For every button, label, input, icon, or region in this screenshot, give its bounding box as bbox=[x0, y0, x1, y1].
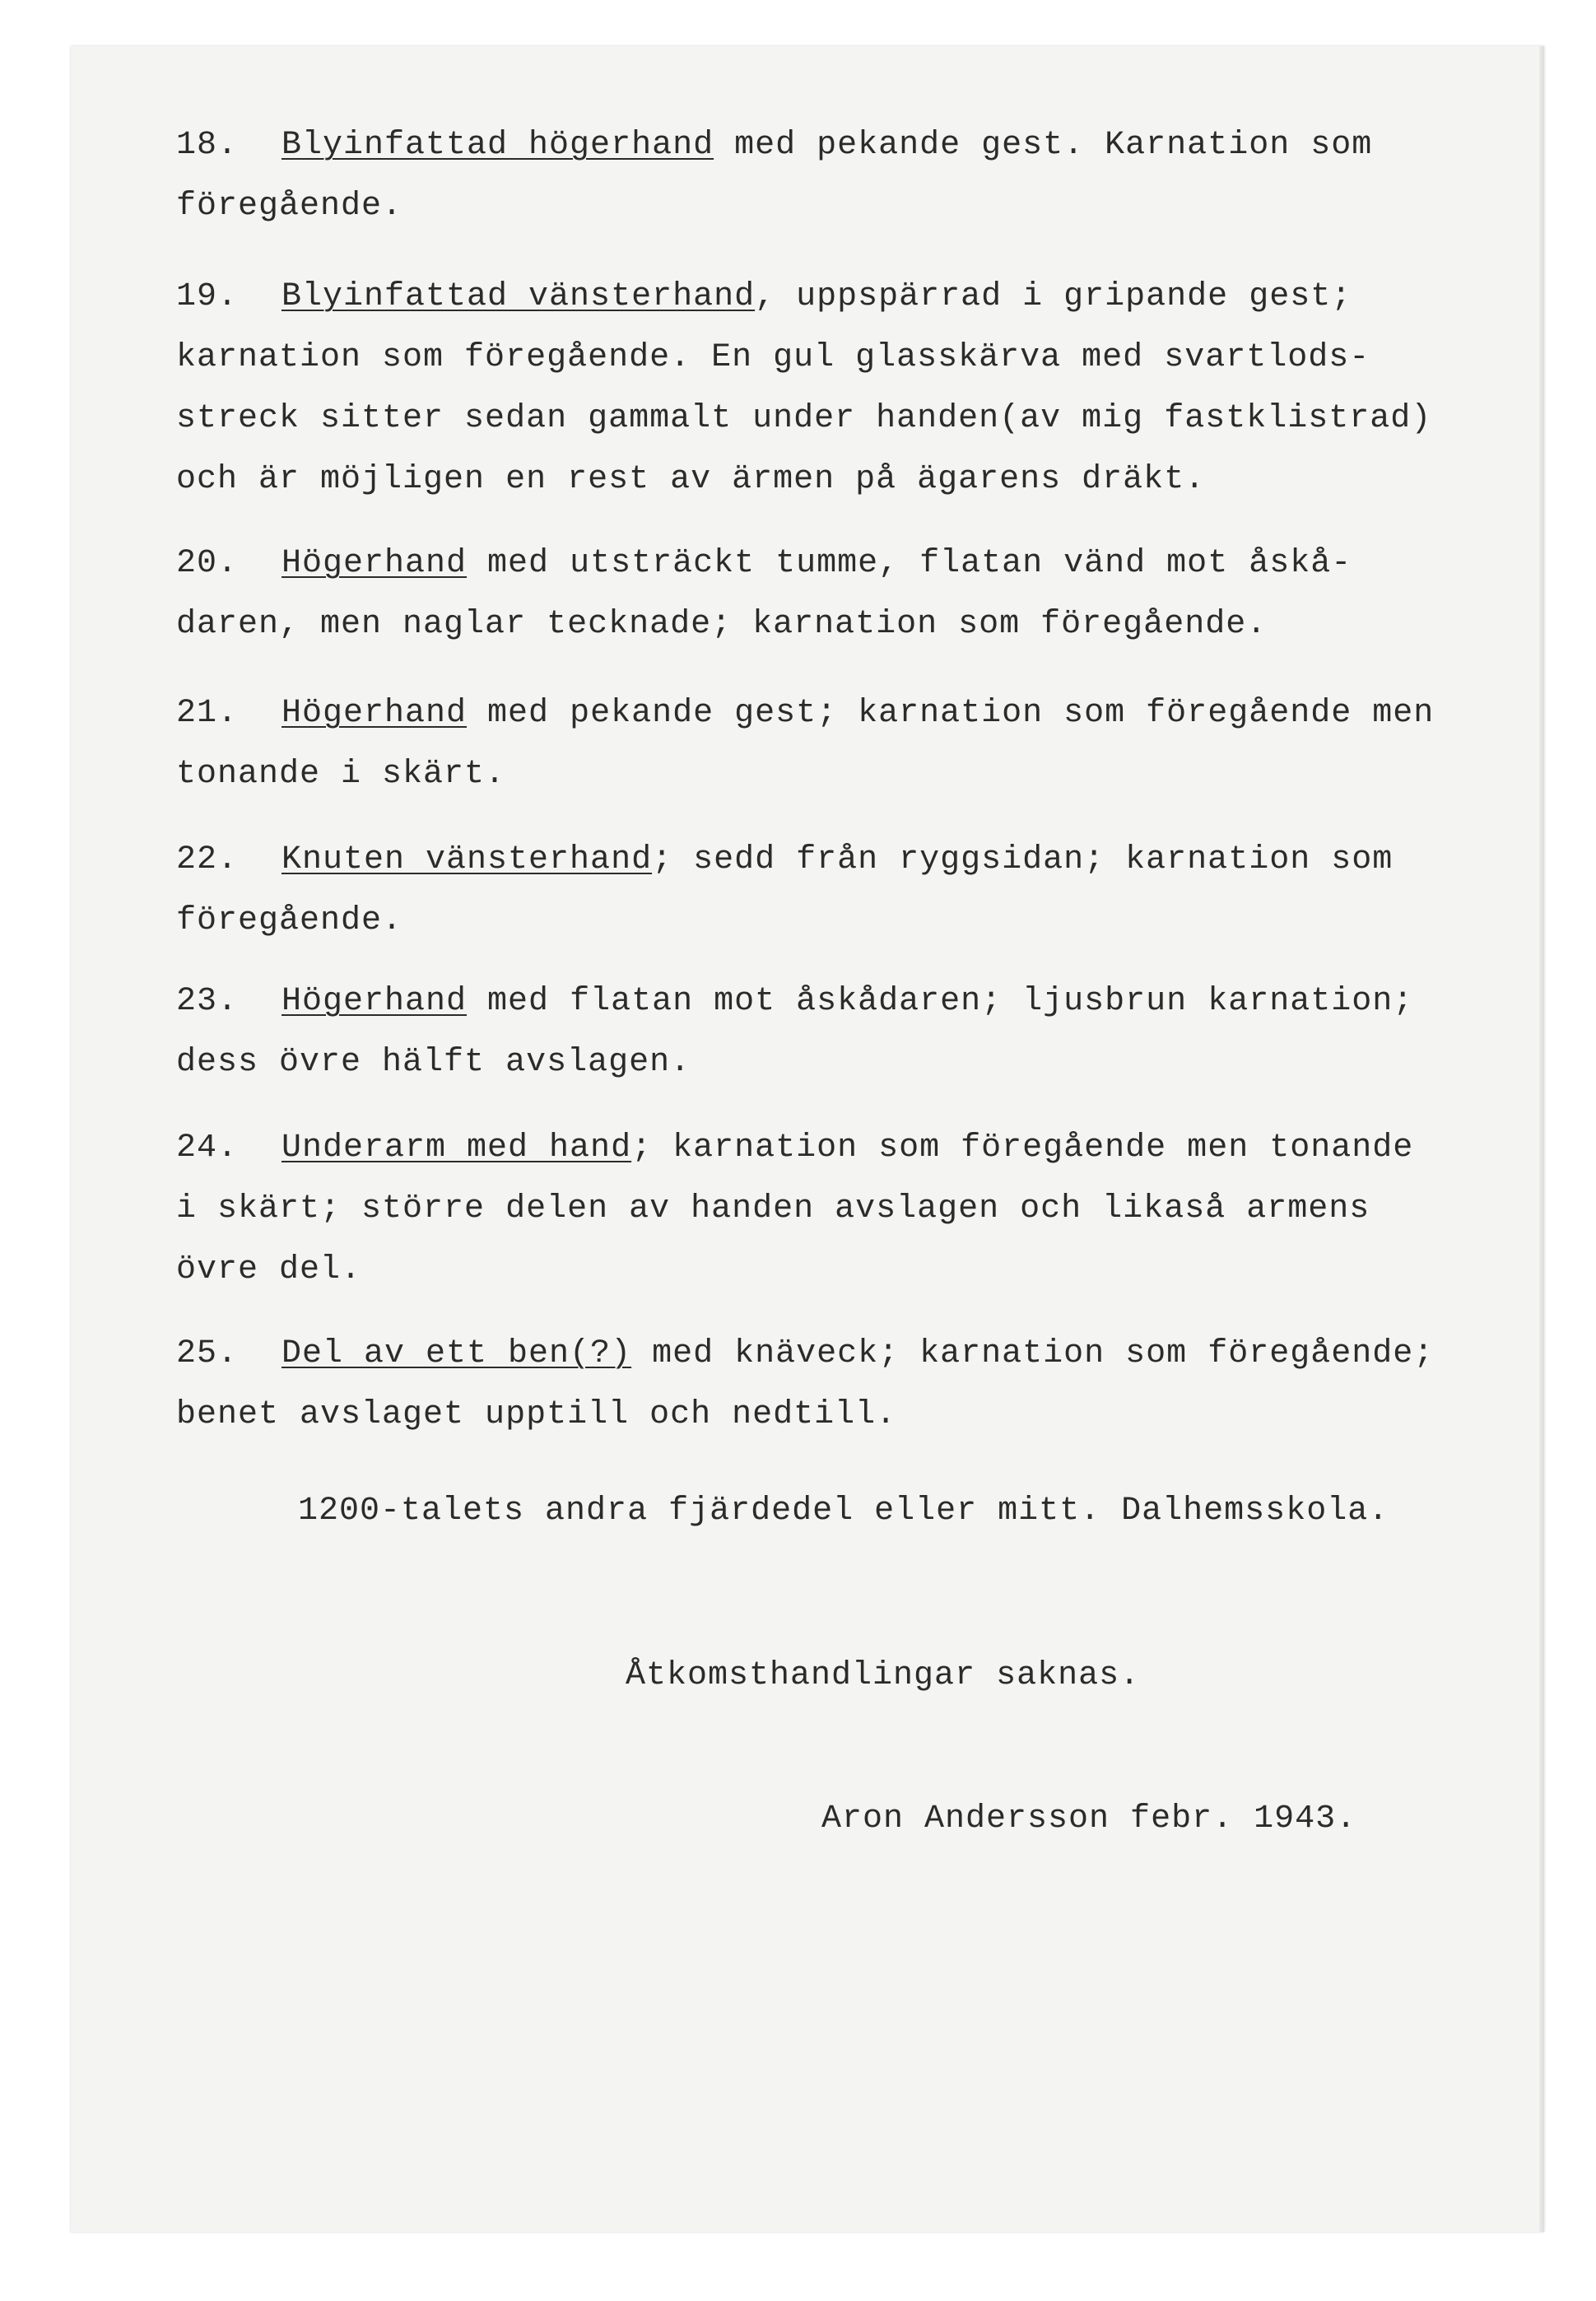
catalog-entry-18 bbox=[176, 115, 1526, 237]
entry-number: 18. bbox=[176, 127, 239, 164]
entry-number: 25. bbox=[176, 1335, 239, 1372]
entry-text: , uppspärrad i gripande gest; karnation som föregående. En gul glasskärva med svartlods- streck sitter sedan gammalt under handen(av mig fastklistrad) och är möjligen en rest av ärmen på ägarens dräkt. bbox=[176, 278, 1432, 498]
catalog-entry-24 bbox=[176, 1118, 1526, 1301]
catalog-entry-25 bbox=[176, 1324, 1526, 1446]
entry-text: med pekande gest. Karnation som föregående. bbox=[176, 127, 1373, 225]
entry-text: ; sedd från ryggsidan; karnation som föregående. bbox=[176, 841, 1394, 939]
entry-title: Högerhand bbox=[282, 983, 468, 1020]
entry-number: 22. bbox=[176, 841, 239, 878]
entry-text: ; karnation som föregående men tonande i skärt; större delen av handen avslagen och likaså armens övre del. bbox=[176, 1130, 1414, 1288]
entry-text: med utsträckt tumme, flatan vänd mot åskå- daren, men naglar tecknade; karnation som föregående. bbox=[176, 545, 1352, 643]
entry-number: 19. bbox=[176, 278, 239, 315]
entry-number: 23. bbox=[176, 983, 239, 1020]
catalog-entry-22 bbox=[176, 830, 1526, 952]
entry-title: Högerhand bbox=[282, 545, 468, 582]
catalog-entry-19 bbox=[176, 267, 1526, 510]
entry-title: Blyinfattad högerhand bbox=[282, 127, 714, 164]
sheet-edge bbox=[1539, 46, 1544, 2232]
entry-number: 24. bbox=[176, 1130, 239, 1167]
catalog-entry-20 bbox=[176, 533, 1526, 655]
entry-text: med flatan mot åskådaren; ljusbrun karnation; dess övre hälft avslagen. bbox=[176, 983, 1414, 1081]
entry-title: Del av ett ben(?) bbox=[282, 1335, 632, 1372]
entry-text: med pekande gest; karnation som föregående men tonande i skärt. bbox=[176, 695, 1435, 793]
entry-number: 21. bbox=[176, 695, 239, 732]
entry-text: med knäveck; karnation som föregående; benet avslaget upptill och nedtill. bbox=[176, 1335, 1435, 1433]
acquisition-note: Åtkomsthandlingar saknas. bbox=[626, 1657, 1141, 1694]
entry-title: Knuten vänsterhand bbox=[282, 841, 653, 878]
signature-line: Aron Andersson febr. 1943. bbox=[821, 1800, 1357, 1838]
entry-title: Högerhand bbox=[282, 695, 468, 732]
entry-title: Underarm med hand bbox=[282, 1130, 632, 1167]
document-sheet bbox=[71, 46, 1544, 2232]
entry-title: Blyinfattad vänsterhand bbox=[282, 278, 756, 315]
catalog-entry-21 bbox=[176, 683, 1526, 805]
dating-line: 1200-talets andra fjärdedel eller mitt. Dalhemsskola. bbox=[298, 1493, 1389, 1530]
catalog-entry-23 bbox=[176, 971, 1526, 1093]
entry-number: 20. bbox=[176, 545, 239, 582]
